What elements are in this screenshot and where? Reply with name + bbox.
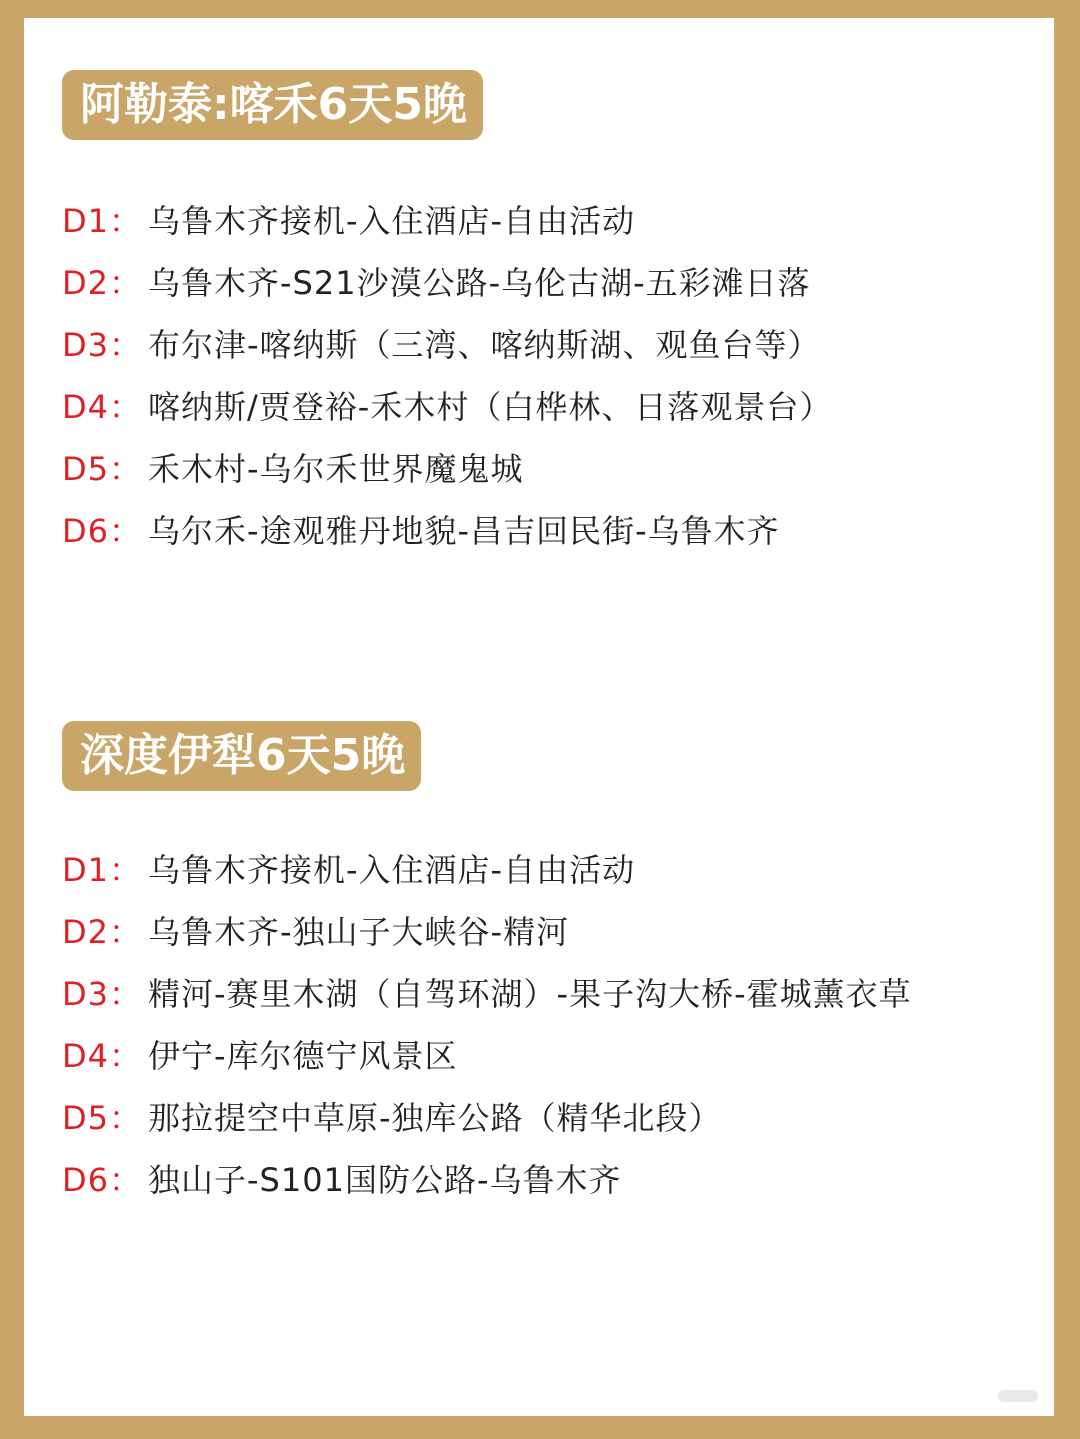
day-label: D1： (62, 202, 143, 240)
day-item (62, 314, 832, 376)
day-route: 乌鲁木齐接机-入住酒店-自由活动 (148, 851, 636, 889)
day-route: 布尔津-喀纳斯（三湾、喀纳斯湖、观鱼台等） (148, 326, 821, 364)
itinerary-section-altay (62, 70, 832, 562)
day-label: D3： (62, 975, 143, 1013)
day-label: D4： (62, 1037, 143, 1075)
day-label: D3： (62, 326, 143, 364)
day-item (62, 252, 832, 314)
day-label: D5： (62, 450, 143, 488)
day-item (62, 901, 912, 963)
day-item (62, 190, 832, 252)
day-route: 那拉提空中草原-独库公路（精华北段） (148, 1099, 722, 1137)
day-route: 喀纳斯/贾登裕-禾木村（白桦林、日落观景台） (148, 388, 833, 426)
day-route: 乌鲁木齐接机-入住酒店-自由活动 (148, 202, 636, 240)
day-route: 伊宁-库尔德宁风景区 (148, 1037, 458, 1075)
day-list (62, 839, 912, 1211)
day-item (62, 1087, 912, 1149)
day-list (62, 190, 832, 562)
day-item (62, 438, 832, 500)
day-item (62, 963, 912, 1025)
section-title: 阿勒泰:喀禾6天5晚 (62, 70, 483, 140)
day-route: 独山子-S101国防公路-乌鲁木齐 (148, 1161, 622, 1199)
day-label: D1： (62, 851, 143, 889)
day-route: 乌鲁木齐-S21沙漠公路-乌伦古湖-五彩滩日落 (148, 264, 811, 302)
day-item (62, 376, 832, 438)
day-route: 禾木村-乌尔禾世界魔鬼城 (148, 450, 524, 488)
day-route: 精河-赛里木湖（自驾环湖）-果子沟大桥-霍城薰衣草 (148, 975, 912, 1013)
day-item (62, 1149, 912, 1211)
day-item (62, 839, 912, 901)
day-item (62, 1025, 912, 1087)
day-label: D5： (62, 1099, 143, 1137)
day-item (62, 500, 832, 562)
day-route: 乌尔禾-途观雅丹地貌-昌吉回民街-乌鲁木齐 (148, 512, 780, 550)
itinerary-card (24, 18, 1054, 1416)
day-label: D6： (62, 1161, 143, 1199)
section-title: 深度伊犁6天5晚 (62, 721, 421, 791)
day-label: D4： (62, 388, 143, 426)
day-route: 乌鲁木齐-独山子大峡谷-精河 (148, 913, 570, 951)
day-label: D6： (62, 512, 143, 550)
itinerary-section-ili (62, 721, 912, 1211)
day-label: D2： (62, 264, 143, 302)
watermark-mark (998, 1390, 1038, 1402)
day-label: D2： (62, 913, 143, 951)
